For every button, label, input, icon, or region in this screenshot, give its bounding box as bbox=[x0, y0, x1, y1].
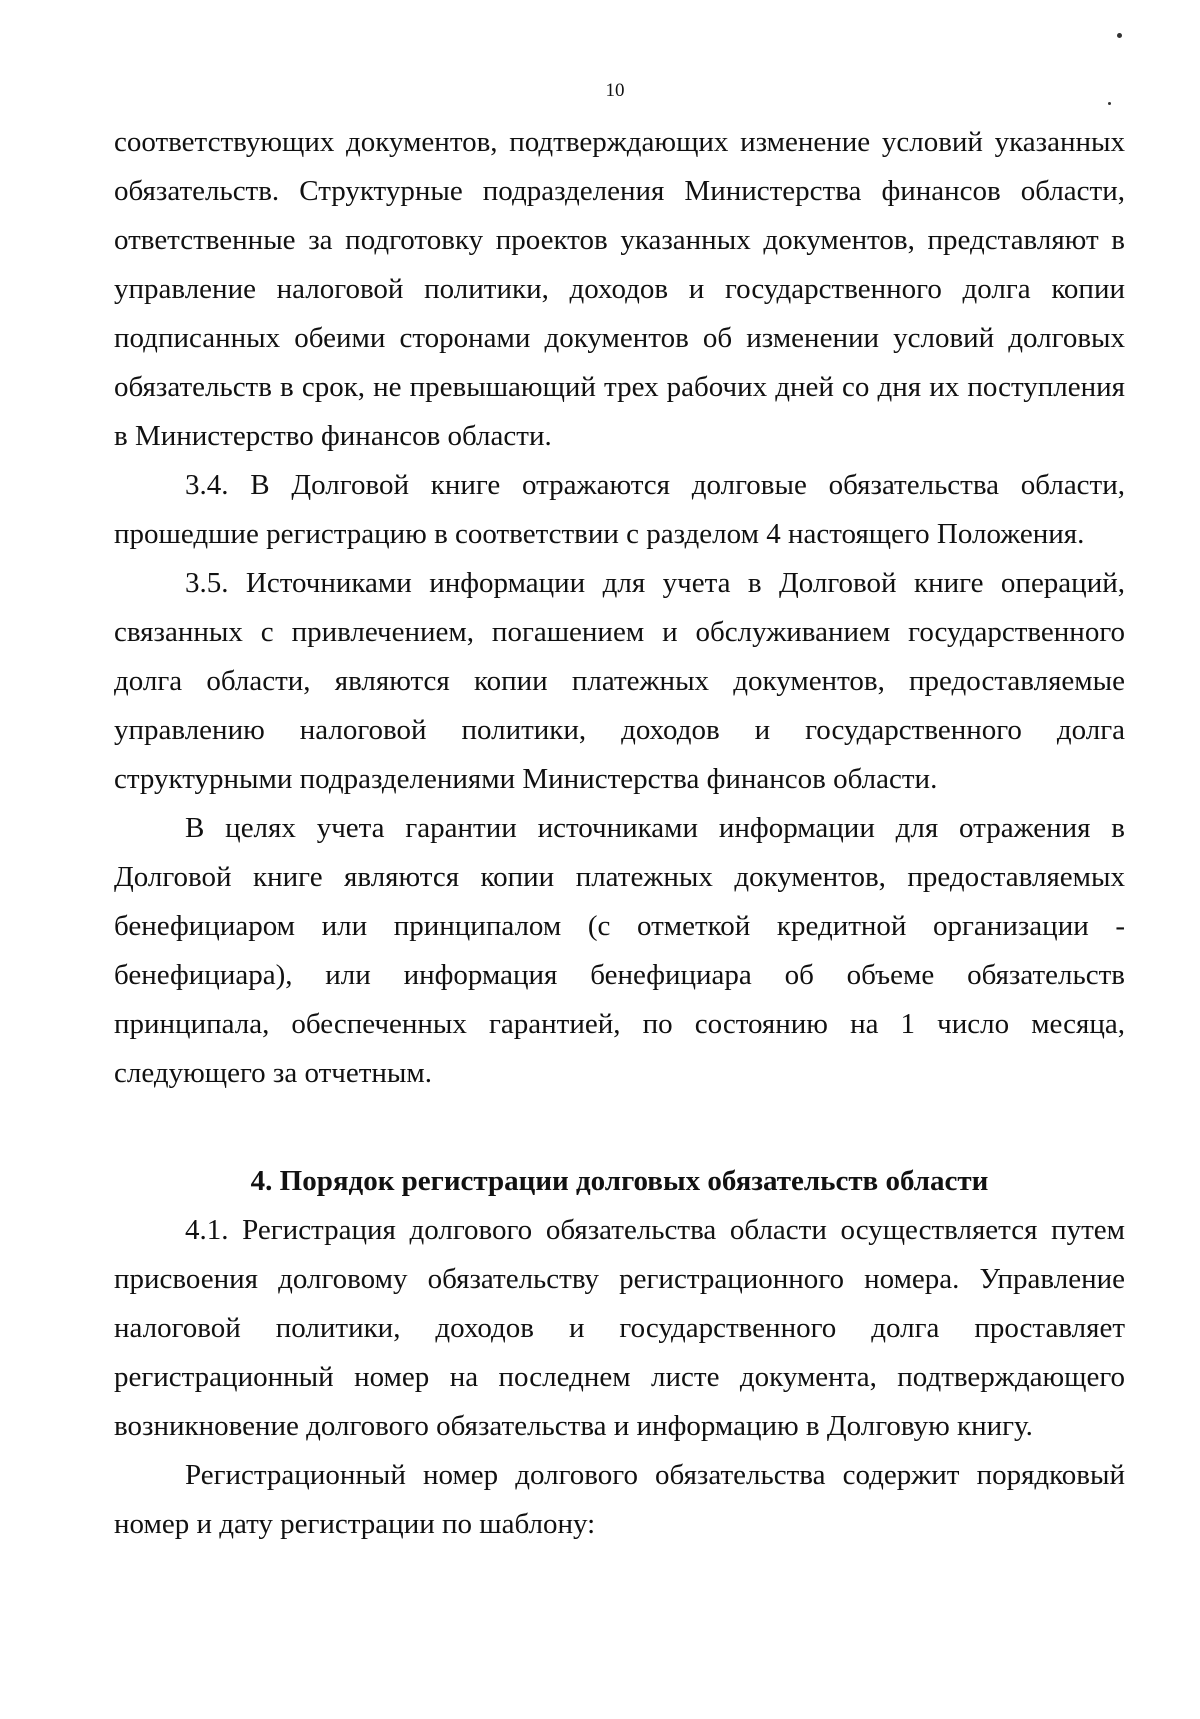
paragraph-registration-number: Регистрационный номер долгового обязательства содержит порядковый номер и дату регистрации по шаблону: bbox=[114, 1459, 1125, 1540]
document-body bbox=[114, 118, 1125, 1549]
paragraph-3-5: 3.5. Источниками информации для учета в Долговой книге операций, связанных с привлечением, погашением и обслуживанием государственного долга области, являются копии платежных документов, предоставляемые управлению налоговой политики, доходов и государственного долга структурными подразделениями Министерства финансов области. bbox=[114, 567, 1125, 795]
scan-speck bbox=[1117, 33, 1122, 38]
page-number: 10 bbox=[605, 80, 625, 101]
section-heading: 4. Порядок регистрации долговых обязательств области bbox=[250, 1165, 989, 1197]
paragraph-3-4: 3.4. В Долговой книге отражаются долговые обязательства области, прошедшие регистрацию в соответствии с разделом 4 настоящего Положения. bbox=[114, 469, 1125, 550]
paragraph-4-1: 4.1. Регистрация долгового обязательства области осуществляется путем присвоения долговому обязательству регистрационного номера. Управление налоговой политики, доходов и государственного долга проставляет регистрационный номер на последнем листе документа, подтверждающего возникновение долгового обязательства и информацию в Долговую книгу. bbox=[114, 1214, 1125, 1442]
paragraph-guarantee-sources: В целях учета гарантии источниками информации для отражения в Долговой книге являются копии платежных документов, предоставляемых бенефициаром или принципалом (с отметкой кредитной организации - бенефициара), или информация бенефициара об объеме обязательств принципала, обеспеченных гарантией, по состоянию на 1 число месяца, следующего за отчетным. bbox=[114, 812, 1125, 1089]
paragraph-continuation: соответствующих документов, подтверждающих изменение условий указанных обязательств. Структурные подразделения Министерства финансов области, ответственные за подготовку проектов указанных документов, представляют в управление налоговой политики, доходов и государственного долга копии подписанных обеими сторонами документов об изменении условий долговых обязательств в срок, не превышающий трех рабочих дней со дня их поступления в Министерство финансов области. bbox=[114, 126, 1125, 452]
scan-speck bbox=[1108, 102, 1111, 105]
